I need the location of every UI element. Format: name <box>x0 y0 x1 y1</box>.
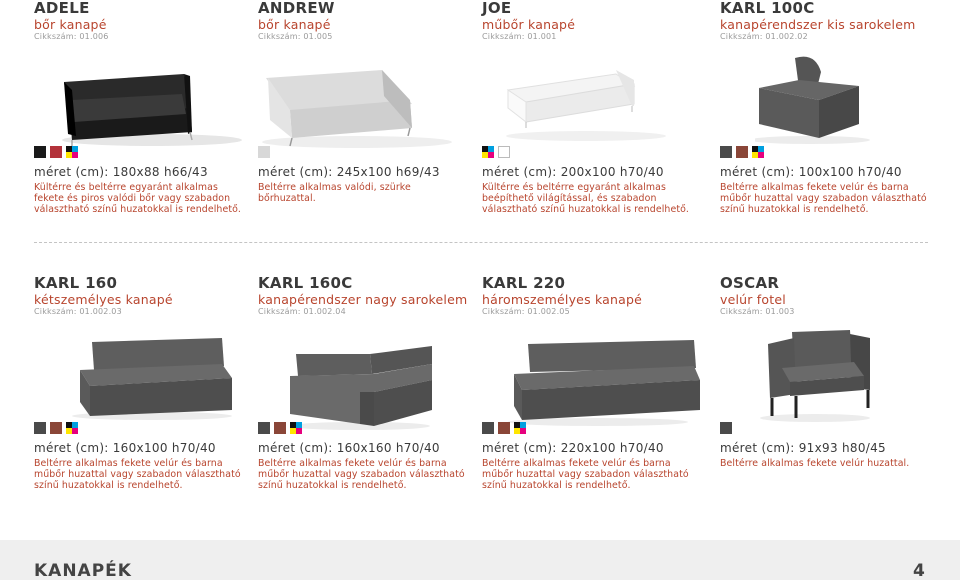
product-subtitle: bőr kanapé <box>258 17 331 32</box>
product-code: Cikkszám: 01.003 <box>720 307 795 316</box>
product-karl-220 <box>482 275 697 317</box>
product-dimensions: méret (cm): 160x100 h70/40 <box>34 441 216 455</box>
grey-swatch <box>258 146 270 158</box>
brown-swatch <box>736 146 748 158</box>
andrew-sofa-image <box>262 60 462 155</box>
product-description: Kültérre és beltérre egyaránt alkalmas fekete és piros valódi bőr vagy szabadon választható színű huzatokkal is rendelhető. <box>34 182 242 215</box>
product-joe <box>482 0 697 42</box>
product-subtitle: háromszemélyes kanapé <box>482 292 643 307</box>
product-andrew <box>258 0 473 42</box>
product-dimensions: méret (cm): 180x88 h66/43 <box>34 165 208 179</box>
red-swatch <box>50 146 62 158</box>
product-name: OSCAR <box>720 274 780 292</box>
brown-swatch <box>498 422 510 434</box>
product-dimensions: méret (cm): 100x100 h70/40 <box>720 165 902 179</box>
black-swatch <box>34 146 46 158</box>
product-subtitle: bőr kanapé <box>34 17 107 32</box>
product-description: Beltérre alkalmas fekete velúr és barna műbőr huzattal vagy szabadon választható színű huzatokkal is rendelhető. <box>34 458 241 491</box>
karl-220-color-swatches <box>482 422 526 434</box>
product-description: Beltérre alkalmas valódi, szürke bőrhuzattal. <box>258 182 411 204</box>
product-name: KARL 100C <box>720 0 815 17</box>
light-bulb-icon <box>498 146 510 158</box>
product-dimensions: méret (cm): 245x100 h69/43 <box>258 165 440 179</box>
product-dimensions: méret (cm): 160x160 h70/40 <box>258 441 440 455</box>
adele-color-swatches <box>34 146 78 158</box>
product-dimensions: méret (cm): 220x100 h70/40 <box>482 441 664 455</box>
brown-swatch <box>274 422 286 434</box>
product-code: Cikkszám: 01.002.02 <box>720 32 808 41</box>
product-code: Cikkszám: 01.005 <box>258 32 333 41</box>
karl-160c-sofa-image <box>290 340 490 435</box>
product-dimensions: méret (cm): 91x93 h80/45 <box>720 441 886 455</box>
karl-100c-color-swatches <box>720 146 764 158</box>
product-description: Kültérre és beltérre egyaránt alkalmas beépíthető világítással, és szabadon választható színű huzatokkal is rendelhető. <box>482 182 690 215</box>
product-name: ADELE <box>34 0 90 17</box>
footer-bar <box>0 540 960 580</box>
product-name: KARL 160 <box>34 274 118 292</box>
custom-color-swatch <box>514 422 526 434</box>
product-dimensions: méret (cm): 200x100 h70/40 <box>482 165 664 179</box>
andrew-color-swatches <box>258 146 270 158</box>
custom-color-swatch <box>482 146 494 158</box>
product-description: Beltérre alkalmas fekete velúr huzattal. <box>720 458 910 469</box>
product-name: ANDREW <box>258 0 335 17</box>
product-karl-100c <box>720 0 935 42</box>
product-subtitle: kétszemélyes kanapé <box>34 292 173 307</box>
product-description: Beltérre alkalmas fekete velúr és barna műbőr huzattal vagy szabadon választható színű huzatokkal is rendelhető. <box>258 458 465 491</box>
custom-color-swatch <box>66 422 78 434</box>
karl-160-sofa-image <box>72 330 272 425</box>
product-subtitle: velúr fotel <box>720 292 786 307</box>
product-adele <box>34 0 249 42</box>
product-karl-160c <box>258 275 473 317</box>
product-karl-160 <box>34 275 249 317</box>
dark-grey-swatch <box>34 422 46 434</box>
joe-sofa-image <box>506 62 706 157</box>
page-number: 4 <box>913 561 925 581</box>
custom-color-swatch <box>290 422 302 434</box>
dark-grey-swatch <box>482 422 494 434</box>
brown-swatch <box>50 422 62 434</box>
dark-grey-swatch <box>720 422 732 434</box>
section-divider <box>34 242 928 243</box>
section-title: KANAPÉK <box>34 561 132 581</box>
product-oscar <box>720 275 935 317</box>
karl-160-color-swatches <box>34 422 78 434</box>
custom-color-swatch <box>752 146 764 158</box>
product-subtitle: kanapérendszer kis sarokelem <box>720 17 916 32</box>
karl-100c-sofa-image <box>755 54 955 149</box>
product-code: Cikkszám: 01.001 <box>482 32 557 41</box>
joe-color-swatches <box>482 146 510 158</box>
product-code: Cikkszám: 01.002.03 <box>34 307 122 316</box>
oscar-armchair-image <box>760 328 960 423</box>
product-description: Beltérre alkalmas fekete velúr és barna műbőr huzattal vagy szabadon választható színű huzatokkal is rendelhető. <box>720 182 927 215</box>
karl-160c-color-swatches <box>258 422 302 434</box>
product-name: JOE <box>482 0 512 17</box>
product-code: Cikkszám: 01.002.04 <box>258 307 346 316</box>
product-description: Beltérre alkalmas fekete velúr és barna műbőr huzattal vagy szabadon választható színű huzatokkal is rendelhető. <box>482 458 689 491</box>
oscar-color-swatches <box>720 422 732 434</box>
dark-grey-swatch <box>720 146 732 158</box>
product-code: Cikkszám: 01.002.05 <box>482 307 570 316</box>
adele-sofa-image <box>52 60 252 155</box>
custom-color-swatch <box>66 146 78 158</box>
product-name: KARL 160C <box>258 274 353 292</box>
product-subtitle: műbőr kanapé <box>482 17 576 32</box>
dark-grey-swatch <box>258 422 270 434</box>
product-name: KARL 220 <box>482 274 566 292</box>
product-subtitle: kanapérendszer nagy sarokelem <box>258 292 468 307</box>
product-code: Cikkszám: 01.006 <box>34 32 109 41</box>
karl-220-sofa-image <box>508 336 708 431</box>
